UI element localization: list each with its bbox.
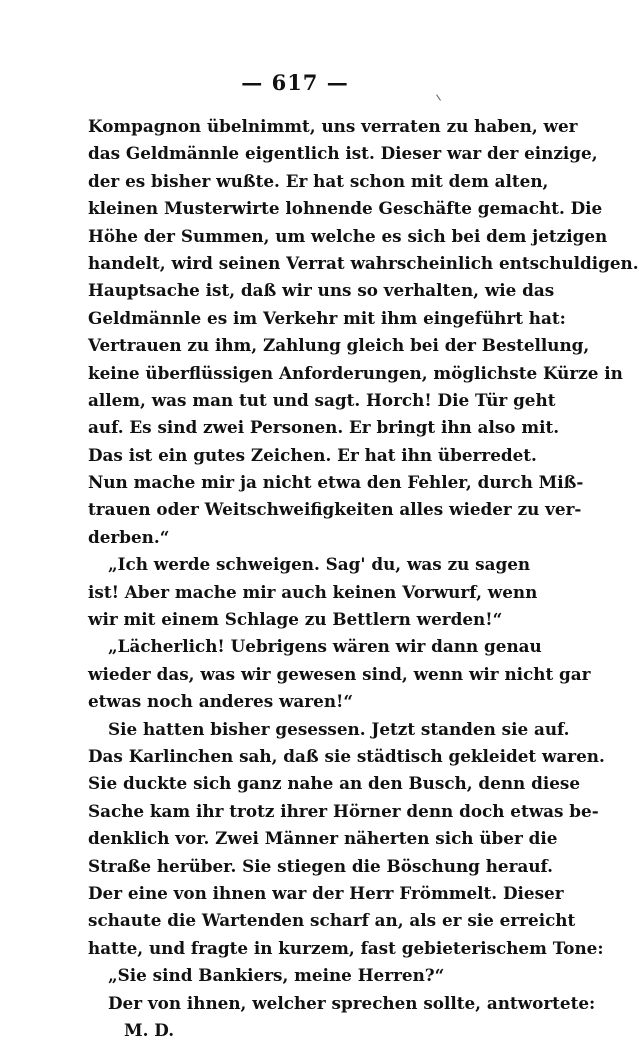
- text-line: handelt, wird seinen Verrat wahrscheinlich entschuldigen.: [88, 252, 639, 273]
- text-line: Das ist ein gutes Zeichen. Er hat ihn überredet.: [88, 444, 537, 465]
- text-line: Der eine von ihnen war der Herr Frömmelt. Dieser: [88, 882, 564, 903]
- text-line: wieder das, was wir gewesen sind, wenn wir nicht gar: [88, 663, 591, 684]
- text-line: ist! Aber mache mir auch keinen Vorwurf, wenn: [88, 581, 538, 602]
- text-line: trauen oder Weitschweifigkeiten alles wieder zu ver-: [88, 499, 582, 520]
- text-line: Sie duckte sich ganz nahe an den Busch, denn diese: [88, 773, 580, 794]
- text-line: auf. Es sind zwei Personen. Er bringt ihn also mit.: [88, 417, 560, 438]
- text-line: keine überflüssigen Anforderungen, möglichste Kürze in: [88, 362, 623, 383]
- text-line: „Sie sind Bankiers, meine Herren?“: [108, 965, 445, 986]
- text-line: schaute die Wartenden scharf an, als er sie erreicht: [88, 910, 576, 931]
- text-line: derben.“: [88, 526, 170, 547]
- body-text: [88, 113, 639, 1044]
- text-line: Vertrauen zu ihm, Zahlung gleich bei der Bestellung,: [88, 335, 590, 356]
- text-line: Das Karlinchen sah, daß sie städtisch gekleidet waren.: [88, 745, 605, 766]
- text-line: Der von ihnen, welcher sprechen sollte, antwortete:: [108, 992, 596, 1013]
- text-line: Straße herüber. Sie stiegen die Böschung herauf.: [88, 855, 553, 876]
- text-line: Geldmännle es im Verkehr mit ihm eingeführt hat:: [88, 307, 566, 328]
- page-number: — 617 —: [241, 70, 349, 95]
- text-line: denklich vor. Zwei Männer näherten sich über die: [88, 828, 558, 849]
- text-line: wir mit einem Schlage zu Bettlern werden!“: [88, 609, 503, 630]
- text-line: „Lächerlich! Uebrigens wären wir dann genau: [108, 636, 542, 657]
- text-line: kleinen Musterwirte lohnende Geschäfte gemacht. Die: [88, 198, 603, 219]
- text-line: der es bisher wußte. Er hat schon mit dem alten,: [88, 170, 549, 191]
- signature-mark: M. D.: [124, 1019, 175, 1040]
- text-line: Hauptsache ist, daß wir uns so verhalten, wie das: [88, 280, 555, 301]
- text-line: hatte, und fragte in kurzem, fast gebieterischem Tone:: [88, 937, 604, 958]
- text-line: Kompagnon übelnimmt, uns verraten zu haben, wer: [88, 116, 578, 136]
- text-line: etwas noch anderes waren!“: [88, 691, 354, 712]
- text-line: das Geldmännle eigentlich ist. Dieser war der einzige,: [88, 143, 598, 164]
- stray-mark: [436, 94, 441, 100]
- text-line: „Ich werde schweigen. Sag' du, was zu sagen: [108, 554, 531, 575]
- text-line: allem, was man tut und sagt. Horch! Die Tür geht: [88, 389, 556, 410]
- text-line: Sache kam ihr trotz ihrer Hörner denn doch etwas be-: [88, 800, 599, 821]
- text-line: Höhe der Summen, um welche es sich bei dem jetzigen: [88, 225, 608, 246]
- text-line: Nun mache mir ja nicht etwa den Fehler, durch Miß-: [88, 472, 584, 493]
- text-line: Sie hatten bisher gesessen. Jetzt standen sie auf.: [108, 718, 570, 739]
